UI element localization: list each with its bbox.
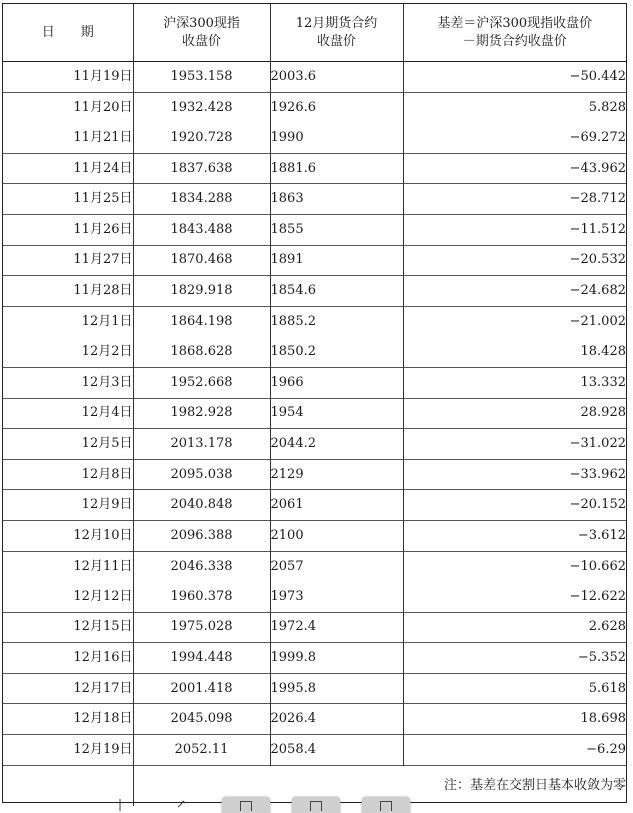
date-cell: 12月18日 [3,704,133,735]
hs300-close-cell: 2096.388 [133,520,270,551]
hs300-close-cell: 2045.098 [133,704,270,735]
header-hs300-line1: 沪深300现指 [163,15,240,31]
table-row [3,62,626,93]
basis-cell: 18.428 [403,337,626,368]
table-row [3,551,626,582]
date-cell: 11月27日 [3,245,133,276]
hs300-close-cell: 1837.638 [133,153,270,184]
futures-close-cell: 1891 [270,245,403,276]
date-cell: 11月28日 [3,276,133,307]
page-icon [240,801,252,811]
header-basis-line2: －期货合约收盘价 [462,33,567,49]
futures-close-cell: 1855 [270,214,403,245]
basis-cell: −10.662 [403,551,626,582]
header-futures [270,4,403,62]
futures-close-cell: 1954 [270,398,403,429]
header-futures-line1: 12月期货合约 [295,15,378,31]
basis-cell: −3.612 [403,520,626,551]
table-row [3,184,626,215]
table-row [3,582,626,613]
table-row [3,367,626,398]
hs300-close-cell: 2013.178 [133,429,270,460]
hs300-close-cell: 1870.468 [133,245,270,276]
basis-cell: −31.022 [403,429,626,460]
header-hs300 [133,4,270,62]
basis-cell: 28.928 [403,398,626,429]
futures-close-cell: 2058.4 [270,735,403,766]
futures-close-cell: 1885.2 [270,306,403,337]
basis-cell: 5.618 [403,673,626,704]
hs300-close-cell: 1843.488 [133,214,270,245]
table-row [3,490,626,521]
date-cell: 11月26日 [3,214,133,245]
futures-close-cell: 2100 [270,520,403,551]
date-cell: 11月21日 [73,129,133,145]
date-cell: 12月4日 [3,398,133,429]
basis-cell: −12.622 [403,582,626,613]
hs300-close-cell: 1975.028 [133,612,270,643]
basis-cell: 18.698 [403,704,626,735]
table-row [3,459,626,490]
futures-close-cell: 1972.4 [270,612,403,643]
futures-close-cell: 2044.2 [270,429,403,460]
date-cell: 11月24日 [3,153,133,184]
date-cell: 12月5日 [3,429,133,460]
table-row [3,276,626,307]
hs300-close-cell: 1994.448 [133,643,270,674]
basis-cell: −33.962 [403,459,626,490]
futures-close-cell: 1854.6 [270,276,403,307]
date-cell: 11月20日 [3,92,133,123]
date-cell: 12月10日 [3,520,133,551]
table-body [3,62,626,766]
futures-close-cell: 1863 [270,184,403,215]
hs300-close-cell: 1868.628 [133,337,270,368]
date-cell: 12月16日 [3,643,133,674]
fit-page-icon [310,801,322,811]
basis-cell: 2.628 [403,612,626,643]
date-cell: 12月19日 [3,735,133,766]
table-row [3,398,626,429]
date-cell: 12月17日 [3,673,133,704]
date-cell: 12月1日 [3,306,133,337]
toolbar-button-next-page[interactable] [362,797,410,813]
date-cell: 12月12日 [73,588,133,604]
toolbar-tick-mark: | [118,797,123,811]
basis-cell: 5.828 [403,92,626,123]
table-row [3,123,626,154]
header-futures-line2: 收盘价 [316,33,356,49]
basis-cell: −43.962 [403,153,626,184]
futures-close-cell: 1999.8 [270,643,403,674]
basis-cell: −20.532 [403,245,626,276]
table-row [3,92,626,123]
hs300-close-cell: 1920.728 [133,123,270,154]
basis-cell: −69.272 [403,123,626,154]
hs300-close-cell: 1952.668 [133,367,270,398]
futures-close-cell: 2003.6 [270,62,403,93]
table-row [3,306,626,337]
futures-close-cell: 2061 [270,490,403,521]
table-header [3,4,626,62]
date-cell: 12月11日 [3,551,133,582]
header-basis-line1: 基差＝沪深300现指收盘价 [437,15,593,31]
table-row [3,337,626,368]
basis-table [3,4,626,806]
header-date-label: 日 期 [41,24,94,40]
basis-cell: −50.442 [403,62,626,93]
hs300-close-cell: 1864.198 [133,306,270,337]
hs300-close-cell: 1953.158 [133,62,270,93]
basis-cell: 13.332 [403,367,626,398]
header-hs300-line2: 收盘价 [181,33,221,49]
basis-table-page [2,3,627,803]
basis-cell: −21.002 [403,306,626,337]
futures-close-cell: 2129 [270,459,403,490]
futures-close-cell: 1926.6 [270,92,403,123]
toolbar-arrow-icon: ↗ [176,797,187,811]
date-cell: 11月25日 [3,184,133,215]
hs300-close-cell: 1982.928 [133,398,270,429]
viewer-toolbar [0,797,633,813]
futures-close-cell: 1990 [270,123,403,154]
toolbar-button-prev-page[interactable] [222,797,270,813]
header-date [3,4,133,62]
futures-close-cell: 2026.4 [270,704,403,735]
hs300-close-cell: 2040.848 [133,490,270,521]
futures-close-cell: 1995.8 [270,673,403,704]
table-row [3,153,626,184]
table-row [3,214,626,245]
date-cell: 11月19日 [3,62,133,93]
table-row [3,520,626,551]
table-row [3,245,626,276]
date-cell: 12月8日 [3,459,133,490]
date-cell: 12月3日 [3,367,133,398]
table-row [3,429,626,460]
futures-close-cell: 2057 [270,551,403,582]
futures-close-cell: 1973 [270,582,403,613]
futures-close-cell: 1850.2 [270,337,403,368]
table-row [3,612,626,643]
basis-cell: −24.682 [403,276,626,307]
hs300-close-cell: 2001.418 [133,673,270,704]
date-cell: 12月15日 [3,612,133,643]
hs300-close-cell: 1829.918 [133,276,270,307]
hs300-close-cell: 1834.288 [133,184,270,215]
hs300-close-cell: 2046.338 [133,551,270,582]
table-row [3,735,626,766]
basis-cell: −11.512 [403,214,626,245]
date-cell: 12月2日 [81,343,133,359]
hs300-close-cell: 2095.038 [133,459,270,490]
basis-cell: −6.29 [403,735,626,766]
hs300-close-cell: 1932.428 [133,92,270,123]
toolbar-button-fit-page[interactable] [292,797,340,813]
header-basis [403,4,626,62]
date-cell: 12月9日 [3,490,133,521]
basis-cell: −5.352 [403,643,626,674]
table-row [3,704,626,735]
table-note: 注：基差在交割日基本收敛为零 [133,765,626,806]
hs300-close-cell: 1960.378 [133,582,270,613]
hs300-close-cell: 2052.11 [133,735,270,766]
futures-close-cell: 1966 [270,367,403,398]
next-page-icon [380,801,392,811]
basis-cell: −20.152 [403,490,626,521]
table-row [3,673,626,704]
table-row [3,643,626,674]
futures-close-cell: 1881.6 [270,153,403,184]
basis-cell: −28.712 [403,184,626,215]
